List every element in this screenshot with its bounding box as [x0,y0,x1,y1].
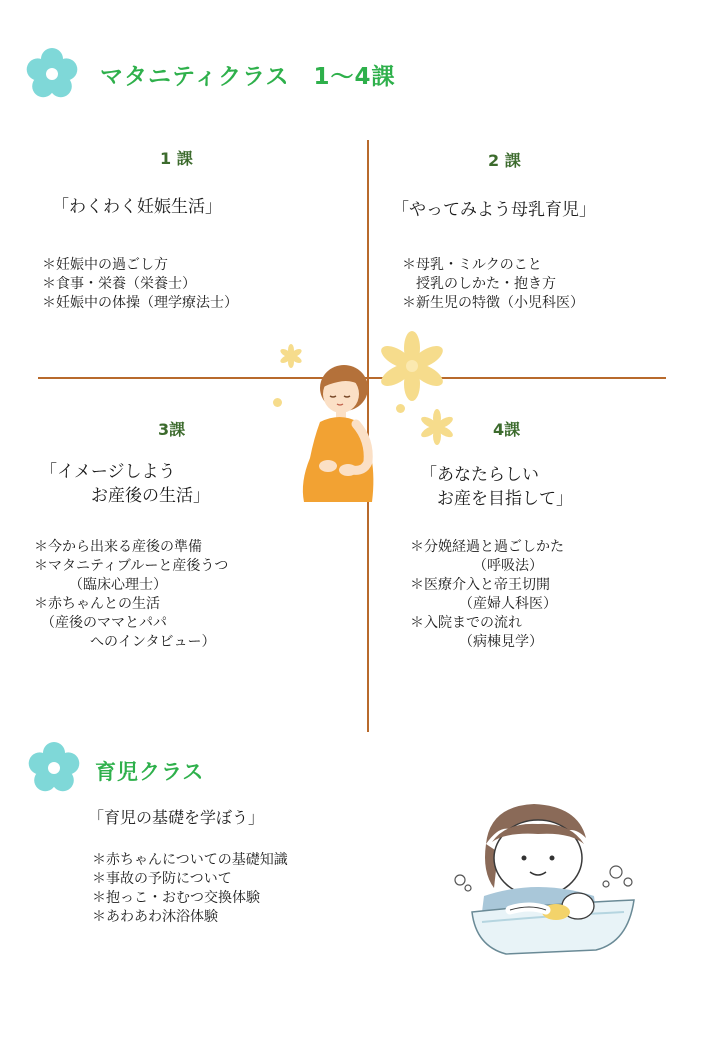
lesson-1-items: ＊妊娠中の過ごし方 ＊食事・栄養（栄養士） ＊妊娠中の体操（理学療法士） [42,257,238,311]
maternity-class-heading: マタニティクラス 1～4課 [100,64,396,90]
lesson-4-items: ＊分娩経過と過ごしかた （呼吸法） ＊医療介入と帝王切開 （産婦人科医） ＊入院までの流れ （病棟見学） [410,539,564,650]
yellow-dot [273,398,282,407]
lesson-4-number: 4課 [493,420,521,439]
baby-bath-illustration [446,792,642,964]
lesson-2-theme: 「やってみよう母乳育児」 [392,200,596,220]
lesson-4-theme: 「あなたらしい お産を目指して」 [420,465,573,509]
lesson-3-number: 3課 [158,420,186,439]
yellow-dot [396,404,405,413]
lesson-1-number: 1 課 [160,149,193,168]
lesson-2-number: 2 課 [488,151,521,170]
medium-yellow-flower-icon [418,408,456,446]
pregnant-woman-illustration [298,362,382,508]
childcare-items: ＊赤ちゃんについての基礎知識 ＊事故の予防について ＊抱っこ・おむつ交換体験 ＊あわあわ沐浴体験 [92,852,288,925]
teal-flower-icon [26,48,78,100]
teal-flower-icon [28,742,80,794]
lesson-3-items: ＊今から出来る産後の準備 ＊マタニティブルーと産後うつ （臨床心理士） ＊赤ちゃんとの生活 （産後のママとパパ へのインタビュー） [34,539,229,650]
childcare-theme: 「育児の基礎を学ぼう」 [88,808,265,827]
lesson-2-items: ＊母乳・ミルクのこと 授乳のしかた・抱き方 ＊新生児の特徴（小児科医） [402,257,584,311]
childcare-class-heading: 育児クラス [95,760,205,784]
lesson-1-theme: 「わくわく妊娠生活」 [52,197,222,217]
lesson-3-theme: 「イメージしよう お産後の生活」 [40,462,210,506]
large-yellow-flower-icon [376,330,448,402]
